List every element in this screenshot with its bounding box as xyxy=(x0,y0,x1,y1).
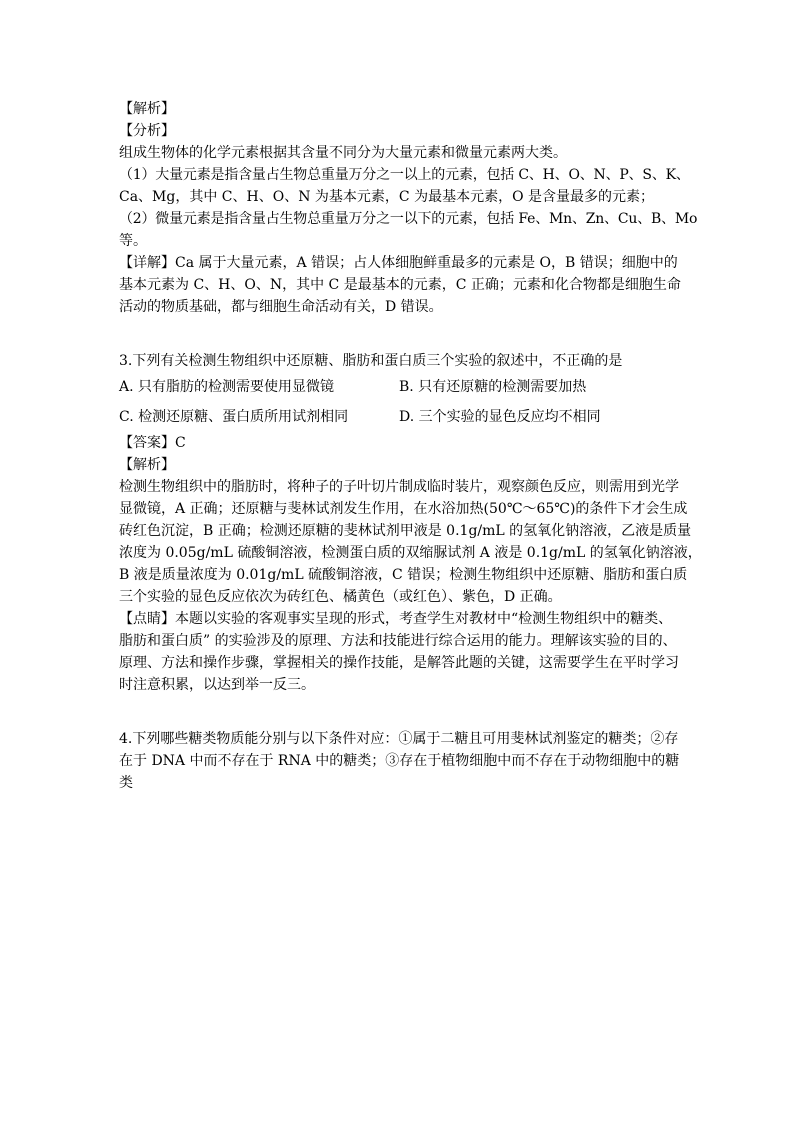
explanation-line: 三个实验的显色反应依次为砖红色、橘黄色（或红色）、紫色，D 正确。 xyxy=(119,589,562,605)
key-point-line: 【点睛】本题以实验的客观事实呈现的形式，考查学生对教材中“检测生物组织中的糖类、 xyxy=(119,611,673,627)
explanation-line: 显微镜，A 正确；还原糖与斐林试剂发生作用，在水浴加热(50℃～65℃)的条件下才会生成 xyxy=(119,501,688,517)
document-page xyxy=(119,98,702,794)
explanation-line: 浓度为 0.05g/mL 硫酸铜溶液，检测蛋白质的双缩脲试剂 A 液是 0.1g/mL 的氢氧化钠溶液， xyxy=(119,545,702,561)
option-d: D. 三个实验的显色反应均不相同 xyxy=(399,409,601,425)
explanation-line: 砖红色沉淀，B 正确；检测还原糖的斐林试剂甲液是 0.1g/mL 的氢氧化钠溶液，乙液是质量 xyxy=(119,523,692,539)
options-row xyxy=(119,372,679,402)
fenxi-heading: 【分析】 xyxy=(119,123,175,139)
spacer xyxy=(119,318,679,350)
paragraph: 等。 xyxy=(119,233,147,249)
question-3-stem: 3.下列有关检测生物组织中还原糖、脂肪和蛋白质三个实验的叙述中，不正确的是 xyxy=(119,353,623,369)
spacer xyxy=(119,696,679,728)
key-point-line: 脂肪和蛋白质” 的实验涉及的原理、方法和技能进行综合运用的能力。理解该实验的目的、 xyxy=(119,633,677,649)
explanation-line: B 液是质量浓度为 0.01g/mL 硫酸铜溶液，C 错误；检测生物组织中还原糖、脂肪和蛋白质 xyxy=(119,567,688,583)
paragraph: （2）微量元素是指含量占生物总重量万分之一以下的元素，包括 Fe、Mn、Zn、Cu、B、Mo xyxy=(119,211,698,227)
question-4-stem: 在于 DNA 中而不存在于 RNA 中的糖类；③存在于植物细胞中而不存在于动物细胞中的糖 xyxy=(119,753,680,769)
options-row xyxy=(119,402,679,432)
key-point-line: 时注意积累，以达到举一反三。 xyxy=(119,677,315,693)
option-c: C. 检测还原糖、蛋白质所用试剂相同 xyxy=(119,409,349,425)
paragraph: （1）大量元素是指含量占生物总重量万分之一以上的元素，包括 C、H、O、N、P、S、K、 xyxy=(119,167,690,183)
detail-paragraph: 基本元素为 C、H、O、N，其中 C 是最基本的元素，C 正确；元素和化合物都是细胞生命 xyxy=(119,277,681,293)
detail-paragraph: 【详解】Ca 属于大量元素，A 错误；占人体细胞鲜重最多的元素是 O，B 错误；细胞中的 xyxy=(119,255,678,271)
question-4-stem: 类 xyxy=(119,775,133,791)
analysis-heading: 【解析】 xyxy=(119,457,175,473)
question-4-stem: 4.下列哪些糖类物质能分别与以下条件对应：①属于二糖且可用斐林试剂鉴定的糖类；②存 xyxy=(119,731,679,747)
detail-paragraph: 活动的物质基础，都与细胞生命活动有关，D 错误。 xyxy=(119,299,443,315)
paragraph: Ca、Mg，其中 C、H、O、N 为基本元素，C 为最基本元素，O 是含量最多的元素； xyxy=(119,189,654,205)
explanation-line: 检测生物组织中的脂肪时，将种子的子叶切片制成临时装片，观察颜色反应，则需用到光学 xyxy=(119,479,679,495)
paragraph: 组成生物体的化学元素根据其含量不同分为大量元素和微量元素两大类。 xyxy=(119,145,567,161)
key-point-line: 原理、方法和操作步骤，掌握相关的操作技能，是解答此题的关键，这需要学生在平时学习 xyxy=(119,655,679,671)
analysis-heading: 【解析】 xyxy=(119,101,175,117)
answer-line: 【答案】C xyxy=(119,435,186,451)
option-a: A. 只有脂肪的检测需要使用显微镜 xyxy=(119,379,335,395)
option-b: B. 只有还原糖的检测需要加热 xyxy=(399,379,587,395)
